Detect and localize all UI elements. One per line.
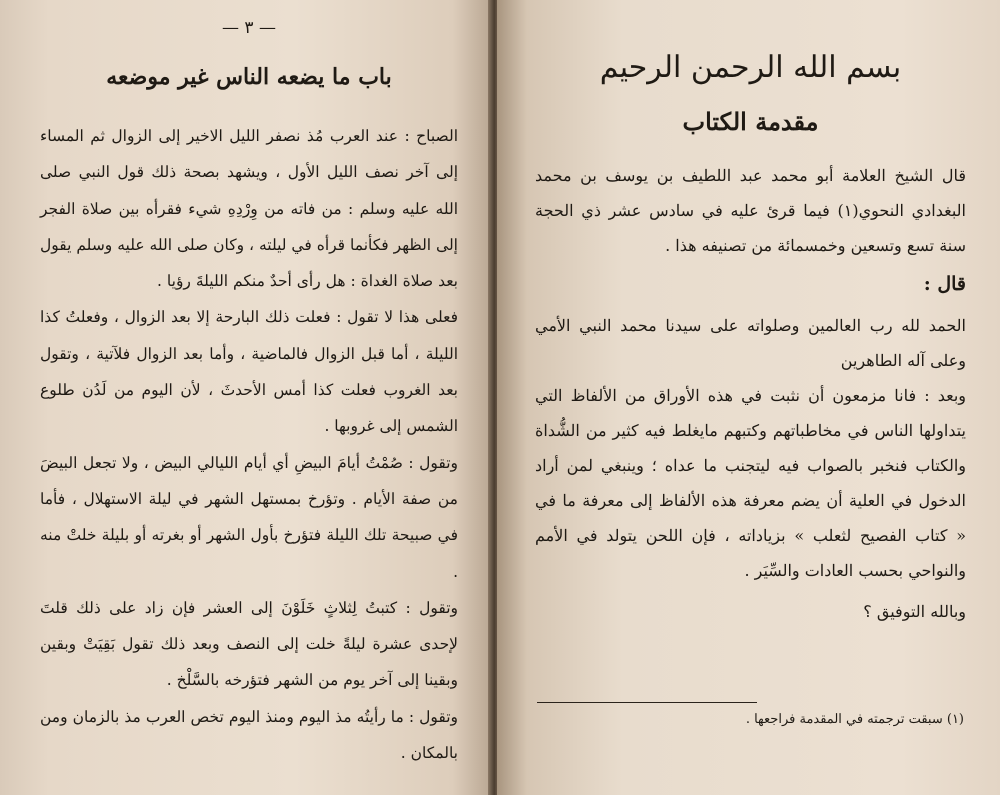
footnote-rule <box>537 702 757 703</box>
right-page <box>497 0 1000 795</box>
paragraph-closing: وبالله التوفيق ؟ <box>863 602 966 621</box>
left-page <box>0 0 492 795</box>
chapter-title: باب ما يضعه الناس غير موضعه <box>106 64 392 90</box>
intro-title: مقدمة الكتاب <box>682 107 819 136</box>
footnote: (١) سبقت ترجمته في المقدمة فراجعها . <box>745 712 964 727</box>
paragraph: وبعد : فانا مزمعون أن نثبت في هذه الأوراق من الألفاظ التي يتداولها الناس في مخاطباتهم وكتبهم مايغلط فيه كثير من الشُّداة والكتاب فنخبر بالصواب فيه ليتجنب ما عداه ؛ وينبغي لمن أراد الدخول في العلية أن يضم معرفة هذه الألفاظ إلى معرفة ما في « كتاب الفصيح لثعلب » بزياداته ، فإن اللحن يتولد في الأمم والنواحي بحسب العادات والسِّيَر . <box>535 386 966 580</box>
paragraph: وتقول : كتبتُ لِثلاثٍ خَلَوْنَ إلى العشر فإن زاد على ذلك قلتَ لإحدى عشرة ليلةً خلت إلى النصف وبعد ذلك تقول بَقِيَتْ وبقين وبقينا إلى آخر يوم من الشهر فتؤرخه بالسَّلْخ . <box>40 598 458 690</box>
right-page-text <box>535 158 966 629</box>
paragraph: وتقول : صُمْتُ أيامَ البيضِ أي أيام الليالي البيض ، ولا تجعل البيضَ من صفة الأيام . وتؤرخ بمستهل الشهر في ليلة الاستهلال ، فأما في صبيحة تلك الليلة فتؤرخ بأول الشهر أو بغرته أو بليلة خلتْ منه . <box>40 453 458 581</box>
paragraph: وتقول : ما رأيتُه مذ اليوم ومنذ اليوم تخص العرب مذ بالزمان ومن بالمكان . <box>40 707 458 763</box>
paragraph: فعلى هذا لا تقول : فعلت ذلك البارحة إلا بعد الزوال ، وفعلتُ كذا الليلة ، أما قبل الزوال فالماضية ، وأما بعد الزوال فلآتية ، وتقول بعد الغروب فعلت كذا أمس الأحدثَ ، لأن اليوم من لَدُن طلوع الشمس إلى غروبها . <box>40 308 458 436</box>
basmala-heading: بسم الله الرحمن الرحيم <box>599 50 902 85</box>
page-number: — ٣ — <box>222 18 276 38</box>
paragraph: قال الشيخ العلامة أبو محمد عبد اللطيف بن يوسف بن محمد البغدادي النحوي(١) فيما قرئ عليه في سادس عشر ذي الحجة سنة تسع وتسعين وخمسمائة من تصنيفه هذا . <box>535 166 966 255</box>
paragraph-qala: قال : <box>923 273 966 295</box>
left-page-text <box>40 118 458 771</box>
paragraph: الحمد لله رب العالمين وصلواته على سيدنا محمد النبي الأمي وعلى آله الطاهرين <box>535 316 967 370</box>
paragraph: الصباح : عند العرب مُذ نصفر الليل الاخير إلى الزوال ثم المساء إلى آخر نصف الليل الأول ، ويشهد بصحة ذلك قول النبي صلى الله عليه وسلم : من فاته من وِرْدِهِ شيء فقرأه بين صلاة الفجر إلى الظهر فكأنما قرأه في ليلته ، وكان صلى الله عليه وسلم يقول بعد صلاة الغداة : هل رأى أحدٌ منكم الليلةَ رؤيا . <box>40 127 458 291</box>
